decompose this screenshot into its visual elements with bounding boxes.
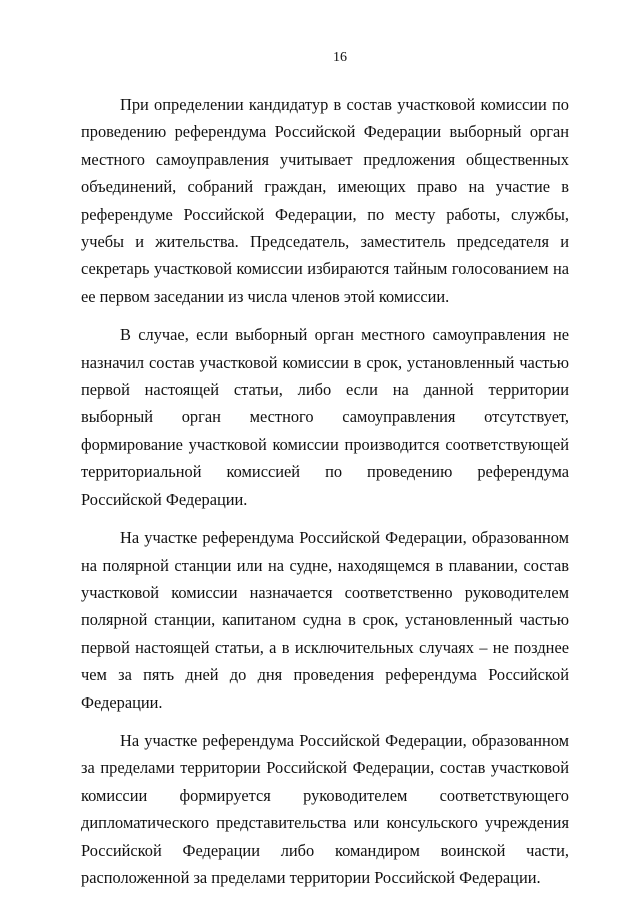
paragraph-1: При определении кандидатур в состав участковой комиссии по проведению референдума Российской Федерации выборный орган местного самоуправления учитывает предложения общественных объединений, собраний граждан, имеющих право на участие в референдуме Российской Федерации, по месту работы, службы, учебы и жительства. Председатель, заместитель председателя и секретарь участковой комиссии избираются тайным голосованием на ее первом заседании из числа членов этой комиссии. <box>81 95 569 306</box>
paragraph-4: На участке референдума Российской Федерации, образованном за пределами территории Российской Федерации, состав участковой комиссии формируется руководителем соответствующего дипломатического представительства или консульского учреждения Российской Федерации либо командиром воинской части, расположенной за пределами территории Российской Федерации. <box>81 730 569 887</box>
paragraph-3: На участке референдума Российской Федерации, образованном на полярной станции или на судне, находящемся в плавании, состав участковой комиссии назначается соответственно руководителем полярной станции, капитаном судна в срок, установленный частью первой настоящей статьи, а в исключительных случаях – не позднее чем за пять дней до дня проведения референдума Российской Федерации. <box>81 528 569 712</box>
paragraph-2: В случае, если выборный орган местного самоуправления не назначил состав участковой комиссии в срок, установленный частью первой настоящей статьи, либо если на данной территории выборный орган местного самоуправления отсутствует, формирование участковой комиссии производится соответствующей территориальной комиссией по проведению референдума Российской Федерации. <box>81 325 569 509</box>
document-body <box>81 91 569 902</box>
page-number: 16 <box>333 50 347 65</box>
